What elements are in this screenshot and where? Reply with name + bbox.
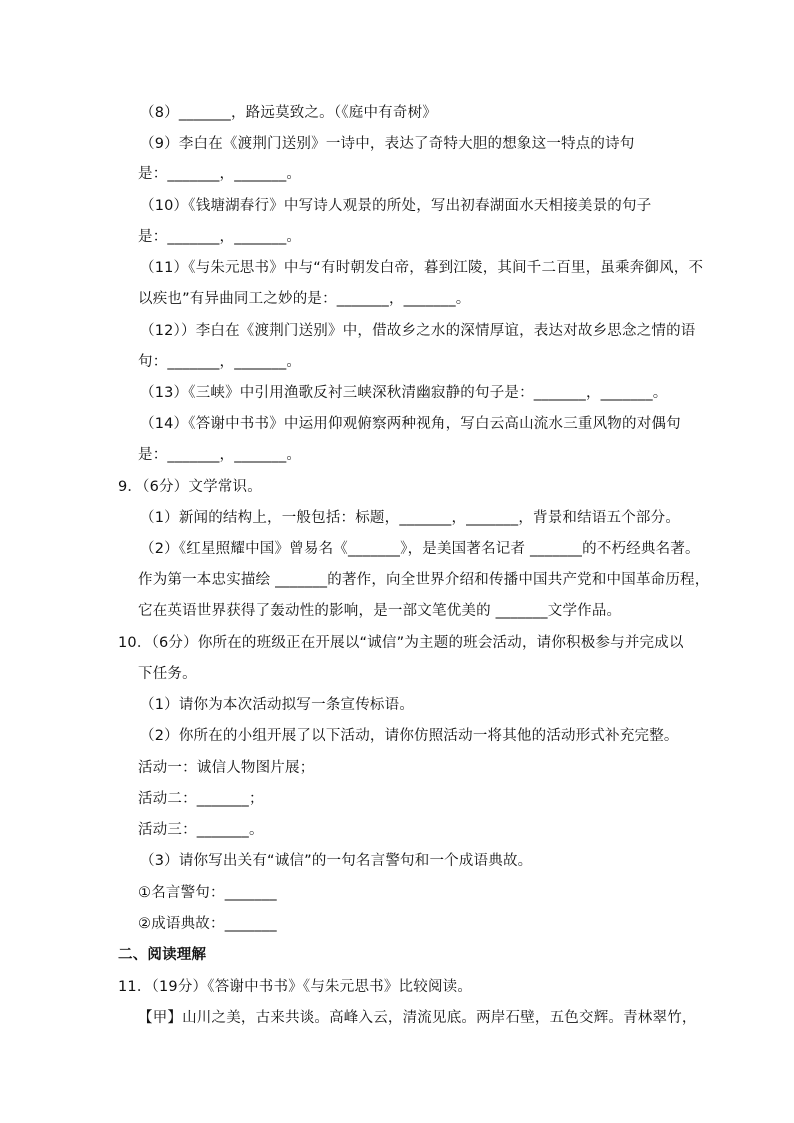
question-12-line-1: （12））李白在《渡荆门送别》中，借故乡之水的深情厚谊，表达对故乡思念之情的语 [140, 323, 696, 339]
problem-9-item-2-line-2: 作为第一本忠实描绘 _______的著作，向全世界介绍和传播中国共产党和中国革命历程， [138, 572, 710, 588]
problem-10-title: 10．（6分）你所在的班级正在开展以“诚信”为主题的班会活动，请你积极参与并完成以 [118, 635, 684, 651]
question-14-line-2: 是：_______，_______。 [138, 447, 302, 463]
question-10-line-1: （10）《钱塘湖春行》中写诗人观景的所处，写出初春湖面水天相接美景的句子 [140, 198, 652, 214]
problem-9-item-2-line-3: 它在英语世界获得了轰动性的影响，是一部文笔优美的 _______文学作品。 [138, 603, 622, 619]
question-9-line-1: （9）李白在《渡荆门送别》一诗中，表达了奇特大胆的想象这一特点的诗句 [140, 136, 635, 152]
question-14-line-1: （14）《答谢中书书》中运用仰观俯察两种视角，写白云高山流水三重风物的对偶句 [140, 416, 681, 432]
question-8-line-1: （8）_______，路远莫致之。（《庭中有奇树》 [140, 105, 437, 121]
problem-10-activity-3: 活动三：_______。 [138, 822, 264, 838]
problem-11-title: 11．（19分）《答谢中书书》《与朱元思书》比较阅读。 [118, 979, 473, 995]
problem-9-item-1: （1）新闻的结构上，一般包括：标题，_______，_______，背景和结语五个部分。 [140, 510, 681, 526]
question-12-line-2: 句：_______，_______。 [138, 354, 302, 370]
question-9-line-2: 是：_______，_______。 [138, 166, 302, 182]
reading-passage-a-line-1: 【甲】山川之美，古来共谈。高峰入云，清流见底。两岸石壁，五色交辉。青林翠竹， [138, 1010, 697, 1026]
problem-10-activity-2: 活动二：_______； [138, 791, 264, 807]
problem-10-item-3a: ①名言警句：_______ [138, 885, 277, 901]
problem-9-item-2: （2）《红星照耀中国》曾易名《_______》，是美国著名记者 _______的不朽经典名著。 [140, 541, 700, 557]
problem-10-item-3: （3）请你写出关有“诚信”的一句名言警句和一个成语典故。 [140, 853, 533, 869]
question-10-line-2: 是：_______，_______。 [138, 229, 302, 245]
problem-10-item-2: （2）你所在的小组开展了以下活动，请你仿照活动一将其他的活动形式补充完整。 [140, 728, 679, 744]
problem-10-activity-1: 活动一：诚信人物图片展； [138, 760, 315, 776]
problem-9-title: 9．（6分）文学常识。 [118, 479, 262, 495]
question-11-line-1: （11）《与朱元思书》中与“有时朝发白帝，暮到江陵，其间千二百里，虽乘奔御风，不 [140, 260, 704, 276]
problem-10-item-3b: ②成语典故：_______ [138, 916, 277, 932]
section-reading-title: 二、阅读理解 [118, 947, 207, 963]
question-13-line-1: （13）《三峡》中引用渔歌反衬三峡深秋清幽寂静的句子是：_______，_______。 [140, 385, 668, 401]
problem-10-title-line-2: 下任务。 [138, 666, 197, 682]
problem-10-item-1: （1）请你为本次活动拟写一条宣传标语。 [140, 697, 415, 713]
question-11-line-2: 以疾也”有异曲同工之妙的是：_______，_______。 [138, 291, 471, 307]
